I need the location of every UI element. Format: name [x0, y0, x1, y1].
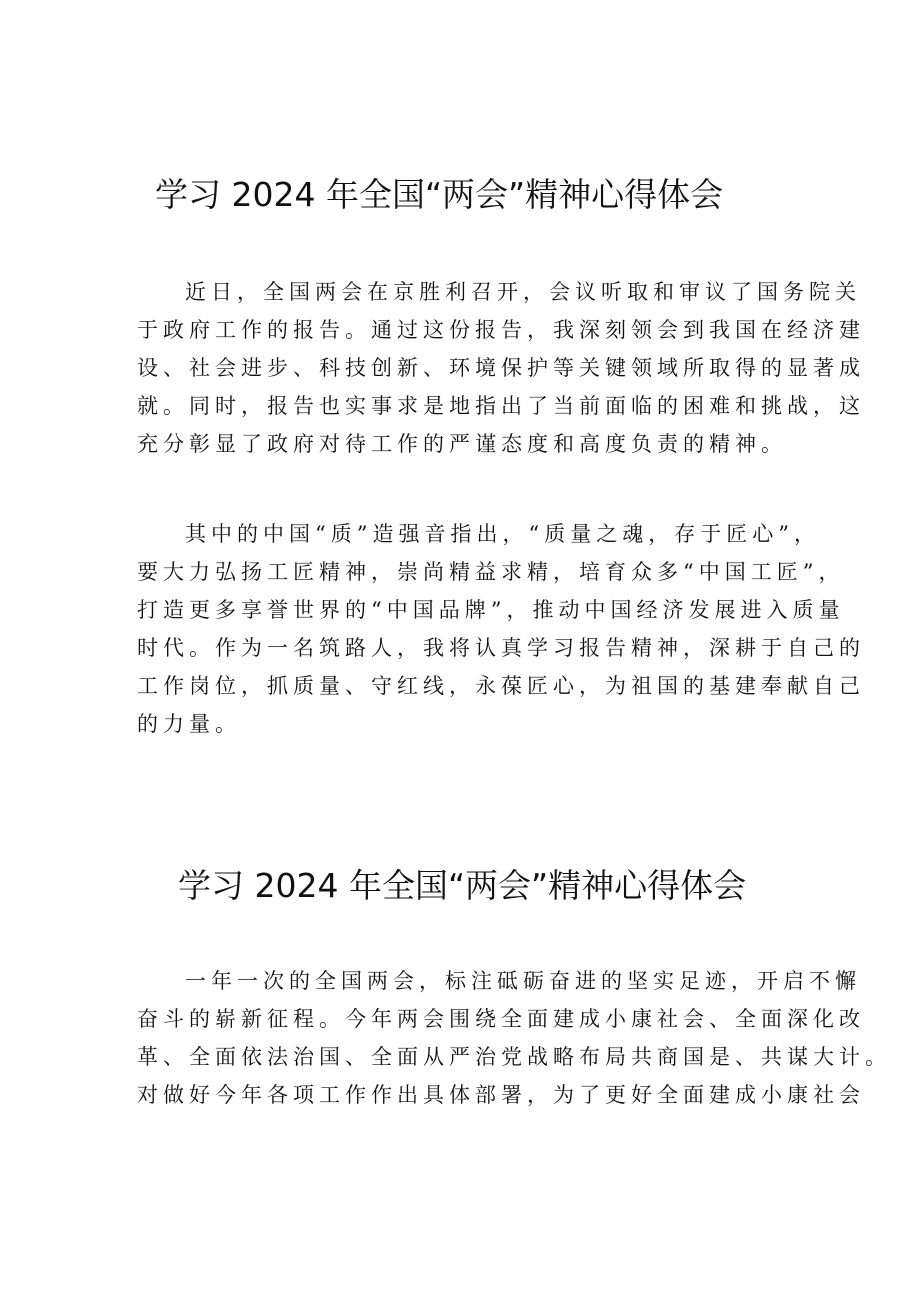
paragraph-line: 近日，全国两会在京胜利召开，会议听取和审议了国务院关	[185, 280, 861, 304]
paragraph-line: 打造更多享誉世界的“中国品牌”，推动中国经济发展进入质量	[137, 598, 845, 622]
article-paragraph	[137, 273, 865, 463]
article-paragraph	[137, 515, 865, 743]
paragraph-line: 革、全面依法治国、全面从严治党战略布局共商国是、共谋大计。	[137, 1045, 891, 1069]
article-paragraph	[137, 962, 891, 1114]
paragraph-line: 对做好今年各项工作作出具体部署，为了更好全面建成小康社会	[137, 1083, 865, 1107]
paragraph-line: 奋斗的崭新征程。今年两会围绕全面建成小康社会、全面深化改	[137, 1007, 865, 1031]
article-title: 学习 2024 年全国“两会”精神心得体会	[178, 866, 747, 905]
paragraph-line: 时代。作为一名筑路人，我将认真学习报告精神，深耕于自己的	[137, 636, 865, 660]
paragraph-line: 设、社会进步、科技创新、环境保护等关键领域所取得的显著成	[137, 356, 865, 380]
article-title: 学习 2024 年全国“两会”精神心得体会	[155, 175, 724, 214]
paragraph-line: 就。同时，报告也实事求是地指出了当前面临的困难和挑战，这	[137, 394, 865, 418]
paragraph-line: 工作岗位，抓质量、守红线，永葆匠心，为祖国的基建奉献自己	[137, 674, 865, 698]
paragraph-line: 的力量。	[137, 712, 241, 736]
paragraph-line: 一年一次的全国两会，标注砥砺奋进的坚实足迹，开启不懈	[185, 969, 861, 993]
paragraph-line: 其中的中国“质”造强音指出，“质量之魂，存于匠心”，	[185, 522, 820, 546]
paragraph-line: 要大力弘扬工匠精神，崇尚精益求精，培育众多“中国工匠”，	[137, 560, 845, 584]
paragraph-line: 于政府工作的报告。通过这份报告，我深刻领会到我国在经济建	[137, 318, 865, 342]
paragraph-line: 充分彰显了政府对待工作的严谨态度和高度负责的精神。	[137, 432, 787, 456]
